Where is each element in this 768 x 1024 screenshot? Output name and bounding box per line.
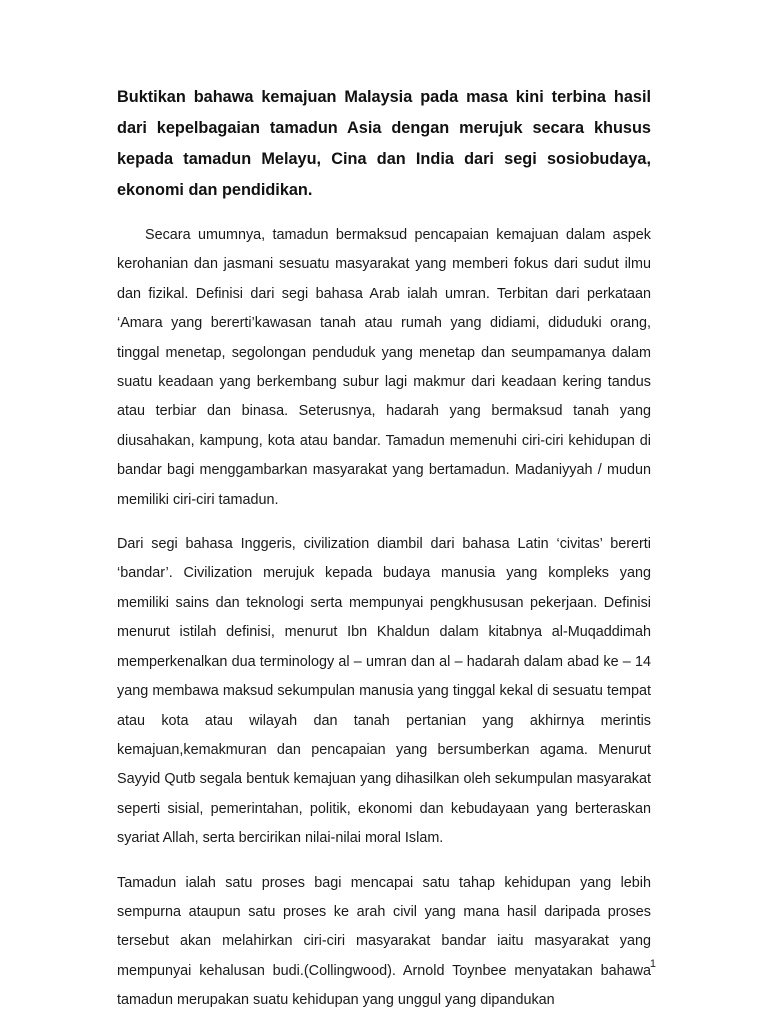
paragraph-definition-tamadun: Secara umumnya, tamadun bermaksud pencapaian kemajuan dalam aspek kerohanian dan jasmani sesuatu masyarakat yang memberi fokus dari sudut ilmu dan fizikal. Definisi dari segi bahasa Arab ialah umran. Terbitan dari perkataan ‘Amara yang bererti’kawasan tanah atau rumah yang didiami, diduduki orang, tinggal menetap, segolongan penduduk yang menetap dan seumpamanya dalam suatu keadaan yang berkembang subur lagi makmur dari keadaan kering tandus atau terbiar dan binasa. Seterusnya, hadarah yang bermaksud tanah yang diusahakan, kampung, kota atau bandar. Tamadun memenuhi ciri-ciri kehidupan di bandar bagi menggambarkan masyarakat yang bertamadun. Madaniyyah / mudun memiliki ciri-ciri tamadun. xyxy=(117,227,651,508)
page-number: 1 xyxy=(649,958,656,970)
page-content xyxy=(117,82,651,1016)
essay-question-title: Buktikan bahawa kemajuan Malaysia pada masa kini terbina hasil dari kepelbagaian tamadun Asia dengan merujuk secara khusus kepada tamadun Melayu, Cina dan India dari segi sosiobudaya, ekonomi dan pendidikan. xyxy=(117,88,651,199)
paragraph-civilization-english: Dari segi bahasa Inggeris, civilization diambil dari bahasa Latin ‘civitas’ bererti ‘bandar’. Civilization merujuk kepada budaya manusia yang kompleks yang memiliki sains dan teknologi serta mempunyai pengkhususan pekerjaan. Definisi menurut istilah definisi, menurut Ibn Khaldun dalam kitabnya al-Muqaddimah memperkenalkan dua terminology al – umran dan al – hadarah dalam abad ke – 14 yang membawa maksud sekumpulan manusia yang tinggal kekal di sesuatu tempat atau kota atau wilayah dan tanah pertanian yang akhirnya merintis kemajuan,kemakmuran dan pencapaian yang bersumberkan agama. Menurut Sayyid Qutb segala bentuk kemajuan yang dihasilkan oleh sekumpulan masyarakat seperti sisial, pemerintahan, politik, ekonomi dan kebudayaan yang berteraskan syariat Allah, serta bercirikan nilai-nilai moral Islam. xyxy=(117,536,651,847)
paragraph-tamadun-process: Tamadun ialah satu proses bagi mencapai satu tahap kehidupan yang lebih sempurna ataupun satu proses ke arah civil yang mana hasil daripada proses tersebut akan melahirkan ciri-ciri masyarakat bandar iaitu masyarakat yang mempunyai kehalusan budi.(Collingwood). Arnold Toynbee menyatakan bahawa tamadun merupakan suatu kehidupan yang unggul yang dipandukan xyxy=(117,874,651,1009)
